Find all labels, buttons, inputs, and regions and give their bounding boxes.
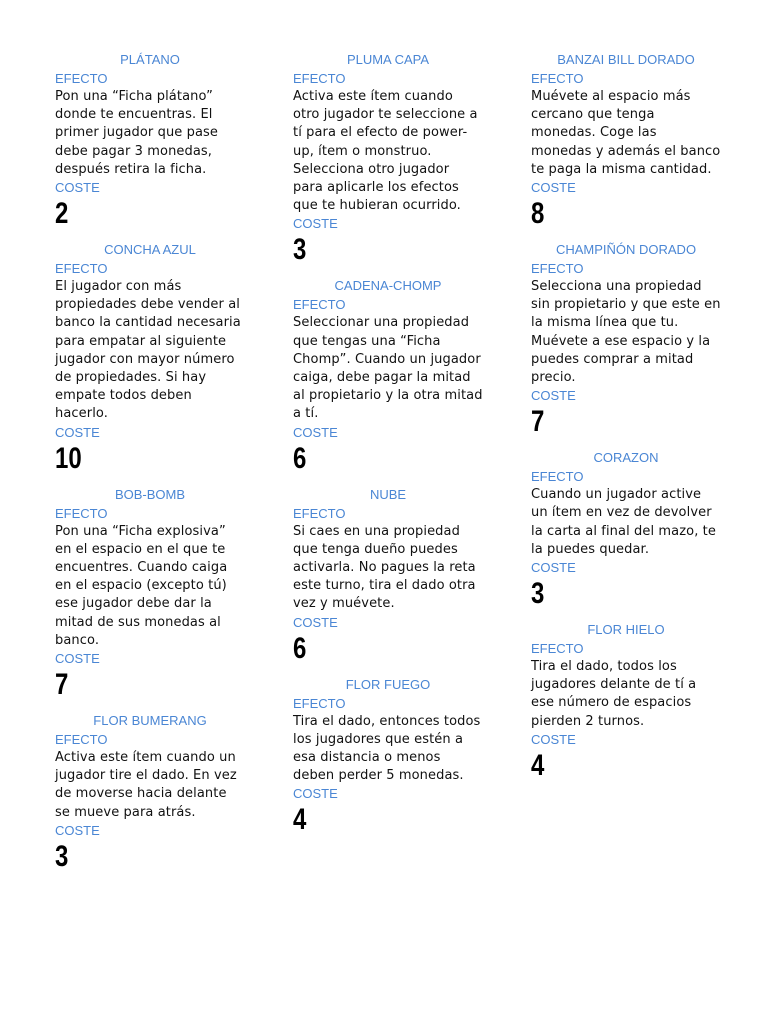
effect-label: EFECTO bbox=[531, 641, 584, 657]
effect-text: Pon una “Ficha explosiva” en el espacio en el que te encuentres. Cuando caiga en el espacio (excepto tú) ese jugador debe dar la mitad de sus monedas al banco. bbox=[55, 523, 228, 648]
effect-text: Pon una “Ficha plátano” donde te encuentras. El primer jugador que pase debe pagar 3 monedas, después retira la ficha. bbox=[55, 89, 219, 177]
card-title: PLÁTANO bbox=[120, 52, 180, 67]
effect-text: Muévete al espacio más cercano que tenga monedas. Coge las monedas y además el banco te paga la misma cantidad. bbox=[531, 89, 721, 177]
cost-label: COSTE bbox=[293, 614, 338, 630]
card-title: PLUMA CAPA bbox=[346, 52, 430, 67]
column-3 bbox=[531, 50, 721, 792]
cost-label: COSTE bbox=[55, 822, 100, 838]
card-title: CORAZON bbox=[593, 450, 659, 466]
effect-text: Selecciona una propiedad sin propietario y que este en la misma línea que tu. Muévete a ese espacio y la puedes comprar a mitad precio. bbox=[531, 279, 721, 386]
item-card-cadena-chomp bbox=[293, 276, 483, 475]
cost-label: COSTE bbox=[55, 180, 100, 196]
item-card-nube bbox=[293, 485, 483, 666]
item-card-platano bbox=[55, 50, 245, 231]
effect-label: EFECTO bbox=[293, 71, 346, 86]
cost-value: 6 bbox=[293, 441, 307, 475]
effect-text: Si caes en una propiedad que tenga dueño puedes activarla. No pagues la reta este turno, tira el dado otra vez y muévete. bbox=[293, 523, 476, 612]
effect-text: Tira el dado, entonces todos los jugadores que estén a esa distancia o menos deben perder 5 monedas. bbox=[293, 713, 481, 784]
card-title: CHAMPIÑÓN DORADO bbox=[555, 242, 697, 258]
cost-label: COSTE bbox=[531, 180, 576, 196]
card-title: BOB-BOMB bbox=[114, 486, 186, 502]
item-card-pluma-capa bbox=[293, 50, 483, 267]
item-card-bob-bomb bbox=[55, 485, 245, 702]
effect-label: EFECTO bbox=[293, 695, 346, 711]
effect-text: Tira el dado, todos los jugadores delante de tí a ese número de espacios pierden 2 turnos. bbox=[531, 659, 697, 729]
item-card-champinon-dorado bbox=[531, 240, 721, 439]
cost-value: 2 bbox=[55, 197, 69, 231]
cost-value: 10 bbox=[55, 441, 82, 475]
effect-label: EFECTO bbox=[55, 71, 108, 86]
item-card-flor-fuego bbox=[293, 675, 483, 838]
cost-label: COSTE bbox=[293, 424, 338, 440]
effect-label: EFECTO bbox=[55, 732, 108, 748]
cost-label: COSTE bbox=[531, 731, 576, 747]
cost-value: 7 bbox=[531, 405, 545, 439]
cost-label: COSTE bbox=[293, 786, 338, 802]
item-card-corazon bbox=[531, 448, 721, 611]
effect-label: EFECTO bbox=[293, 297, 346, 313]
cost-value: 4 bbox=[531, 748, 545, 782]
card-title: CADENA-CHOMP bbox=[334, 278, 442, 294]
item-card-flor-hielo bbox=[531, 620, 721, 783]
cost-value: 8 bbox=[531, 197, 545, 231]
effect-label: EFECTO bbox=[531, 71, 584, 86]
cost-value: 3 bbox=[293, 233, 307, 267]
effect-label: EFECTO bbox=[55, 505, 108, 521]
item-card-banzai-bill-dorado bbox=[531, 50, 721, 231]
cost-label: COSTE bbox=[531, 560, 576, 576]
card-title: FLOR HIELO bbox=[587, 622, 665, 638]
effect-text: Activa este ítem cuando otro jugador te seleccione a tí para el efecto de power-up, ítem o monstruo. Selecciona otro jugador para aplicarle los efectos que te hubieran ocurrido. bbox=[293, 89, 478, 214]
column-2 bbox=[293, 50, 483, 846]
cost-label: COSTE bbox=[55, 651, 100, 667]
cost-value: 7 bbox=[55, 668, 69, 702]
cost-label: COSTE bbox=[55, 424, 100, 440]
cost-label: COSTE bbox=[531, 388, 576, 404]
effect-label: EFECTO bbox=[55, 261, 108, 277]
card-title: FLOR FUEGO bbox=[345, 676, 431, 692]
effect-text: El jugador con más propiedades debe vender al banco la cantidad necesaria para empatar al siguiente jugador con mayor número de propiedades. Si hay empate todos deben hacerlo. bbox=[55, 279, 241, 422]
cost-value: 6 bbox=[293, 631, 307, 665]
effect-text: Cuando un jugador active un ítem en vez de devolver la carta al final del mazo, te la puedes quedar. bbox=[531, 487, 716, 557]
effect-label: EFECTO bbox=[531, 261, 584, 277]
effect-label: EFECTO bbox=[293, 505, 346, 521]
effect-text: Activa este ítem cuando un jugador tire el dado. En vez de moverse hacia delante se mueve para atrás. bbox=[55, 750, 237, 820]
cost-value: 3 bbox=[531, 577, 545, 611]
cost-label: COSTE bbox=[293, 216, 338, 232]
item-card-concha-azul bbox=[55, 240, 245, 476]
column-1 bbox=[55, 50, 245, 883]
effect-label: EFECTO bbox=[531, 469, 584, 485]
cost-value: 4 bbox=[293, 803, 307, 837]
card-title: BANZAI BILL DORADO bbox=[557, 52, 695, 67]
card-title: CONCHA AZUL bbox=[104, 242, 196, 258]
card-title: FLOR BUMERANG bbox=[93, 713, 207, 729]
cost-value: 3 bbox=[55, 839, 69, 873]
card-title: NUBE bbox=[369, 486, 407, 502]
effect-text: Seleccionar una propiedad que tengas una “Ficha Chomp”. Cuando un jugador caiga, debe pagar la mitad al propietario y la otra mitad a tí. bbox=[293, 315, 483, 422]
item-card-flor-bumerang bbox=[55, 711, 245, 874]
